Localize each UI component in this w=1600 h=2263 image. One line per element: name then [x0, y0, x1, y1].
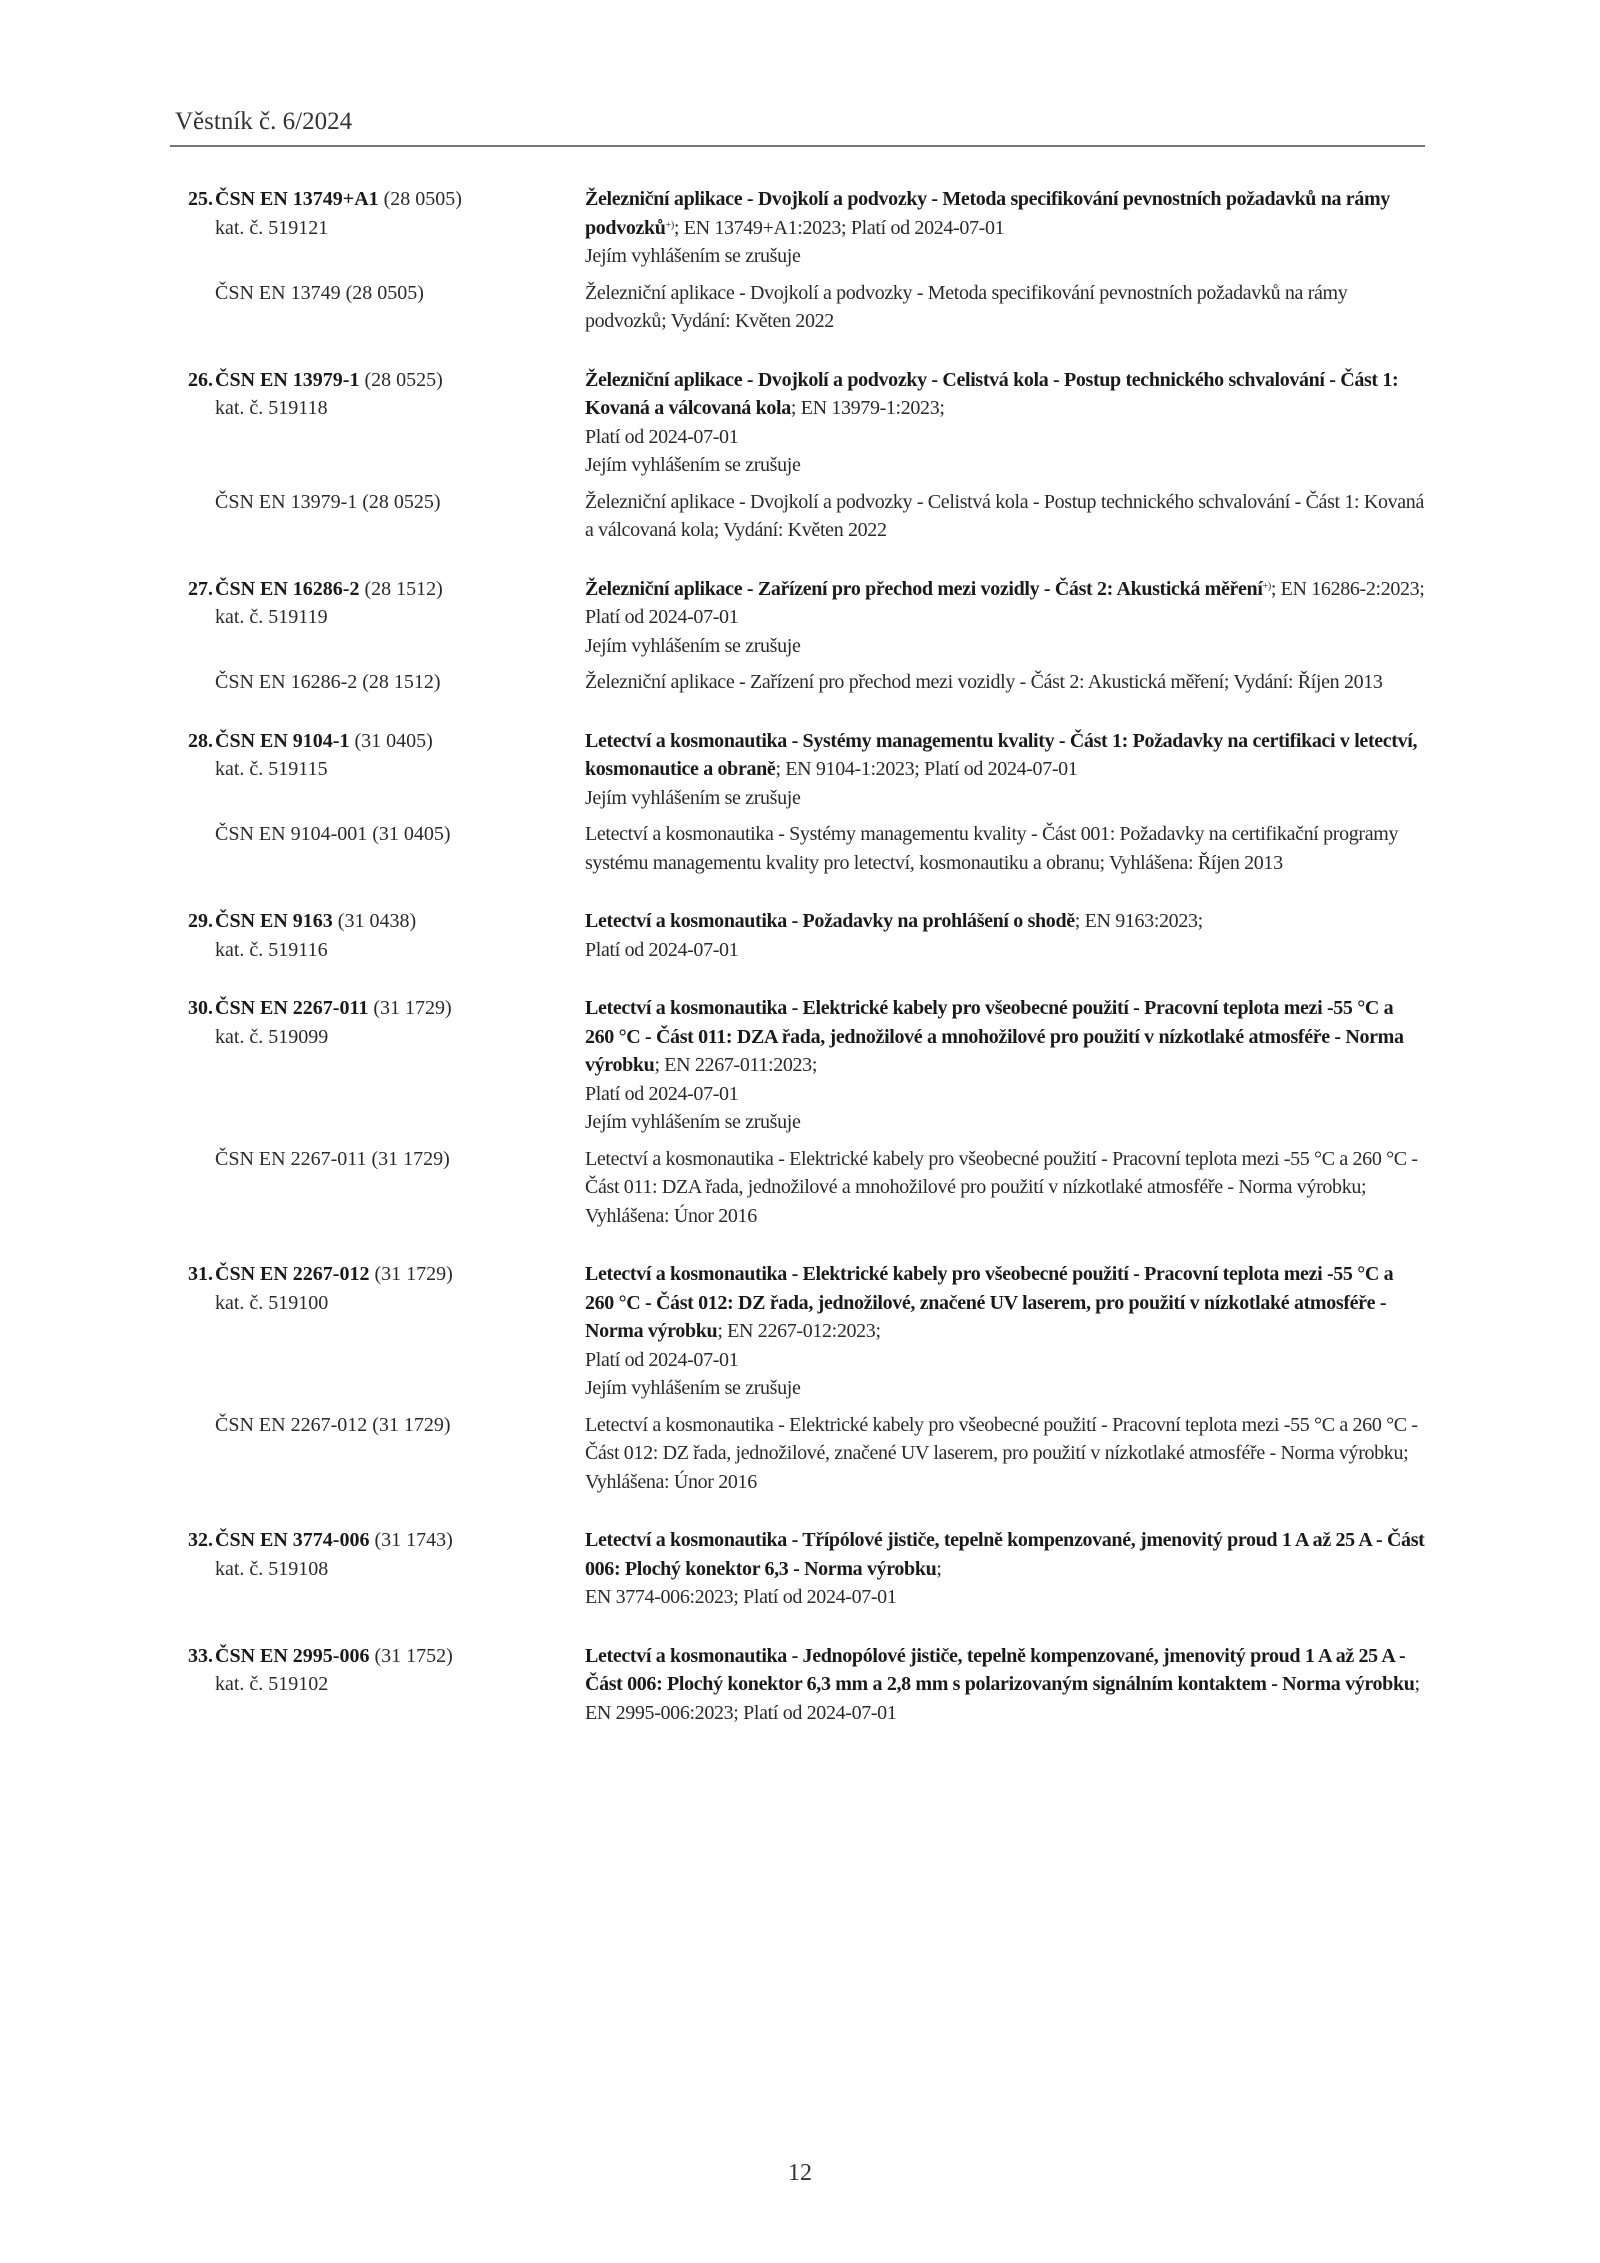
entry-number: 29.: [188, 910, 213, 932]
standard-identifier: [188, 1260, 585, 1403]
replaced-standard-title: Letectví a kosmonautika - Systémy managementu kvality - Část 001: Požadavky na certifikační programy systému managementu kvality pro letectví, kosmonautiku a obranu; Vyhlášena: Říjen 2013: [585, 823, 1399, 874]
catalog-number: kat. č. 519108: [215, 1557, 329, 1580]
standard-code: ČSN EN 3774-006: [215, 1529, 370, 1551]
standard-title: Letectví a kosmonautika - Třípólové jističe, tepelně kompenzované, jmenovitý proud 1 A až 25 A - Část 006: Plochý konektor 6,3 - Norma výrobku: [585, 1529, 1425, 1580]
standard-description: [585, 1526, 1425, 1612]
standard-code: ČSN EN 13749+A1: [215, 188, 379, 210]
standard-details: ;: [936, 1557, 942, 1580]
standards-list: [188, 185, 1428, 1757]
entry-number: 27.: [188, 577, 213, 600]
valid-from: EN 3774-006:2023; Platí od 2024-07-01: [585, 1586, 897, 1608]
replaces-note: Jejím vyhlášením se zrušuje: [585, 245, 801, 267]
standard-identifier: [188, 366, 585, 480]
standard-title: Letectví a kosmonautika - Systémy managementu kvality - Část 1: Požadavky na certifikaci v letectví, kosmonautice a obraně: [585, 729, 1418, 780]
standard-title: Železniční aplikace - Zařízení pro přechod mezi vozidly - Část 2: Akustická měření: [585, 577, 1263, 600]
replaced-standard-title: Železniční aplikace - Zařízení pro přechod mezi vozidly - Část 2: Akustická měření; Vydání: Říjen 2013: [585, 671, 1383, 693]
replaced-standard-title: Železniční aplikace - Dvojkolí a podvozky - Metoda specifikování pevnostních požadavků na rámy podvozků; Vydání: Květen 2022: [585, 281, 1348, 332]
classification-code: (31 1743): [374, 1529, 453, 1551]
standard-description: [585, 1642, 1425, 1728]
valid-from: Platí od 2024-07-01: [585, 938, 739, 961]
classification-code: (31 1729): [374, 1263, 453, 1285]
replaced-standard-code: ČSN EN 16286-2 (28 1512): [215, 671, 441, 693]
footnote-marker: +): [1262, 580, 1271, 592]
replaced-standard-code: ČSN EN 13979-1 (28 0525): [215, 490, 441, 513]
standard-description: [585, 1260, 1425, 1403]
standard-details: ; EN 13749+A1:2023; Platí od 2024-07-01: [673, 216, 1005, 239]
page-number: 12: [788, 2160, 812, 2186]
entry-number: 26.: [188, 368, 213, 391]
standard-description: [585, 366, 1425, 480]
standard-details: ; EN 2267-012:2023;: [717, 1320, 881, 1342]
valid-from: Platí od 2024-07-01: [585, 425, 739, 448]
standard-code: ČSN EN 2267-011: [215, 997, 369, 1019]
standard-identifier: [188, 1642, 585, 1728]
standard-title: Letectví a kosmonautika - Jednopólové jističe, tepelně kompenzované, jmenovitý proud 1 A až 25 A - Část 006: Plochý konektor 6,3 mm a 2,8 mm s polarizovaným signálním kontaktem - Norma výrobku: [585, 1644, 1415, 1695]
standard-title: Letectví a kosmonautika - Požadavky na prohlášení o shodě: [585, 910, 1075, 932]
replaces-note: Jejím vyhlášením se zrušuje: [585, 634, 801, 657]
standard-title: Železniční aplikace - Dvojkolí a podvozky - Metoda specifikování pevnostních požadavků na rámy podvozků: [585, 188, 1390, 239]
catalog-number: kat. č. 519115: [215, 758, 328, 780]
standard-description: [585, 907, 1425, 964]
standard-details: ; EN 13979-1:2023;: [790, 397, 945, 419]
catalog-number: kat. č. 519100: [215, 1291, 329, 1314]
classification-code: (31 1729): [373, 997, 452, 1019]
standard-code: ČSN EN 9163: [215, 910, 333, 932]
standard-code: ČSN EN 16286-2: [215, 577, 360, 600]
standard-code: ČSN EN 13979-1: [215, 368, 360, 391]
footnote-marker: +): [665, 219, 674, 231]
standard-description: [585, 994, 1425, 1137]
standard-code: ČSN EN 9104-1: [215, 729, 350, 752]
replaces-note: Jejím vyhlášením se zrušuje: [585, 454, 801, 476]
standard-entry: [188, 575, 1428, 697]
standard-title: Železniční aplikace - Dvojkolí a podvozky - Celistvá kola - Postup technického schvalování - Část 1: Kovaná a válcovaná kola: [585, 368, 1399, 419]
entry-number: 28.: [188, 729, 213, 752]
replaced-standard-title: Letectví a kosmonautika - Elektrické kabely pro všeobecné použití - Pracovní teplota mezi -55 °C a 260 °C - Část 011: DZA řada, jednožilové a mnohožilové pro použití v nízkotlaké atmosféře - Norma výrobku; Vyhlášena: Únor 2016: [585, 1147, 1418, 1227]
catalog-number: kat. č. 519121: [215, 216, 329, 239]
standard-entry: [188, 1526, 1428, 1612]
catalog-number: kat. č. 519099: [215, 1025, 329, 1048]
valid-from: Platí od 2024-07-01: [585, 1082, 739, 1105]
entry-number: 31.: [188, 1263, 213, 1285]
standard-entry: [188, 366, 1428, 545]
standard-title: Letectví a kosmonautika - Elektrické kabely pro všeobecné použití - Pracovní teplota mezi -55 °C a 260 °C - Část 012: DZ řada, jednožilové, značené UV laserem, pro použití v nízkotlaké atmosféře - Norma výrobku: [585, 1263, 1394, 1342]
classification-code: (28 0525): [364, 368, 443, 391]
standard-details: ; EN 9104-1:2023; Platí od 2024-07-01: [775, 758, 1078, 780]
replaced-standard-title: Železniční aplikace - Dvojkolí a podvozky - Celistvá kola - Postup technického schvalování - Část 1: Kovaná a válcovaná kola; Vydání: Květen 2022: [585, 490, 1424, 541]
standard-identifier: [188, 185, 585, 271]
catalog-number: kat. č. 519116: [215, 938, 328, 961]
standard-code: ČSN EN 2267-012: [215, 1263, 370, 1285]
replaces-note: Jejím vyhlášením se zrušuje: [585, 786, 801, 809]
classification-code: (28 1512): [364, 577, 443, 600]
catalog-number: kat. č. 519119: [215, 606, 328, 628]
standard-identifier: [188, 575, 585, 661]
standard-details: ; EN 2995-006:2023; Platí od 2024-07-01: [585, 1673, 1420, 1724]
replaces-note: Jejím vyhlášením se zrušuje: [585, 1111, 801, 1133]
replaced-standard-code: ČSN EN 13749 (28 0505): [215, 281, 424, 304]
page-header-title: Věstník č. 6/2024: [175, 108, 353, 135]
standard-identifier: [188, 907, 585, 964]
standard-identifier: [188, 994, 585, 1137]
standard-identifier: [188, 1526, 585, 1612]
classification-code: (31 0438): [337, 910, 417, 932]
replaced-standard-code: ČSN EN 2267-011 (31 1729): [215, 1147, 450, 1170]
standard-identifier: [188, 727, 585, 813]
standard-entry: [188, 994, 1428, 1230]
entry-number: 30.: [188, 997, 213, 1019]
valid-from: Platí od 2024-07-01: [585, 1348, 739, 1371]
standard-entry: [188, 907, 1428, 964]
standard-entry: [188, 1260, 1428, 1496]
standard-title: Letectví a kosmonautika - Elektrické kabely pro všeobecné použití - Pracovní teplota mezi -55 °C a 260 °C - Část 011: DZA řada, jednožilové a mnohožilové pro použití v nízkotlaké atmosféře - Norma výrobku: [585, 997, 1404, 1076]
standard-description: [585, 575, 1425, 661]
entry-number: 25.: [188, 188, 213, 210]
standard-description: [585, 185, 1425, 271]
replaced-standard-code: ČSN EN 9104-001 (31 0405): [215, 823, 451, 845]
header-rule: [170, 145, 1425, 147]
standard-entry: [188, 1642, 1428, 1728]
catalog-number: kat. č. 519118: [215, 397, 328, 419]
classification-code: (28 0505): [383, 188, 462, 210]
standard-details: ; EN 9163:2023;: [1074, 910, 1203, 932]
replaced-standard-code: ČSN EN 2267-012 (31 1729): [215, 1413, 451, 1436]
catalog-number: kat. č. 519102: [215, 1673, 329, 1695]
standard-details: ; EN 16286-2:2023; Platí od 2024-07-01: [585, 577, 1425, 628]
standard-code: ČSN EN 2995-006: [215, 1644, 370, 1667]
entry-number: 33.: [188, 1644, 213, 1667]
standard-details: ; EN 2267-011:2023;: [654, 1054, 818, 1076]
standard-entry: [188, 185, 1428, 336]
replaces-note: Jejím vyhlášením se zrušuje: [585, 1377, 801, 1399]
standard-entry: [188, 727, 1428, 878]
replaced-standard-title: Letectví a kosmonautika - Elektrické kabely pro všeobecné použití - Pracovní teplota mezi -55 °C a 260 °C - Část 012: DZ řada, jednožilové, značené UV laserem, pro použití v nízkotlaké atmosféře - Norma výrobku; Vyhlášena: Únor 2016: [585, 1413, 1418, 1493]
standard-description: [585, 727, 1425, 813]
classification-code: (31 0405): [354, 729, 433, 752]
entry-number: 32.: [188, 1529, 213, 1551]
classification-code: (31 1752): [374, 1644, 453, 1667]
